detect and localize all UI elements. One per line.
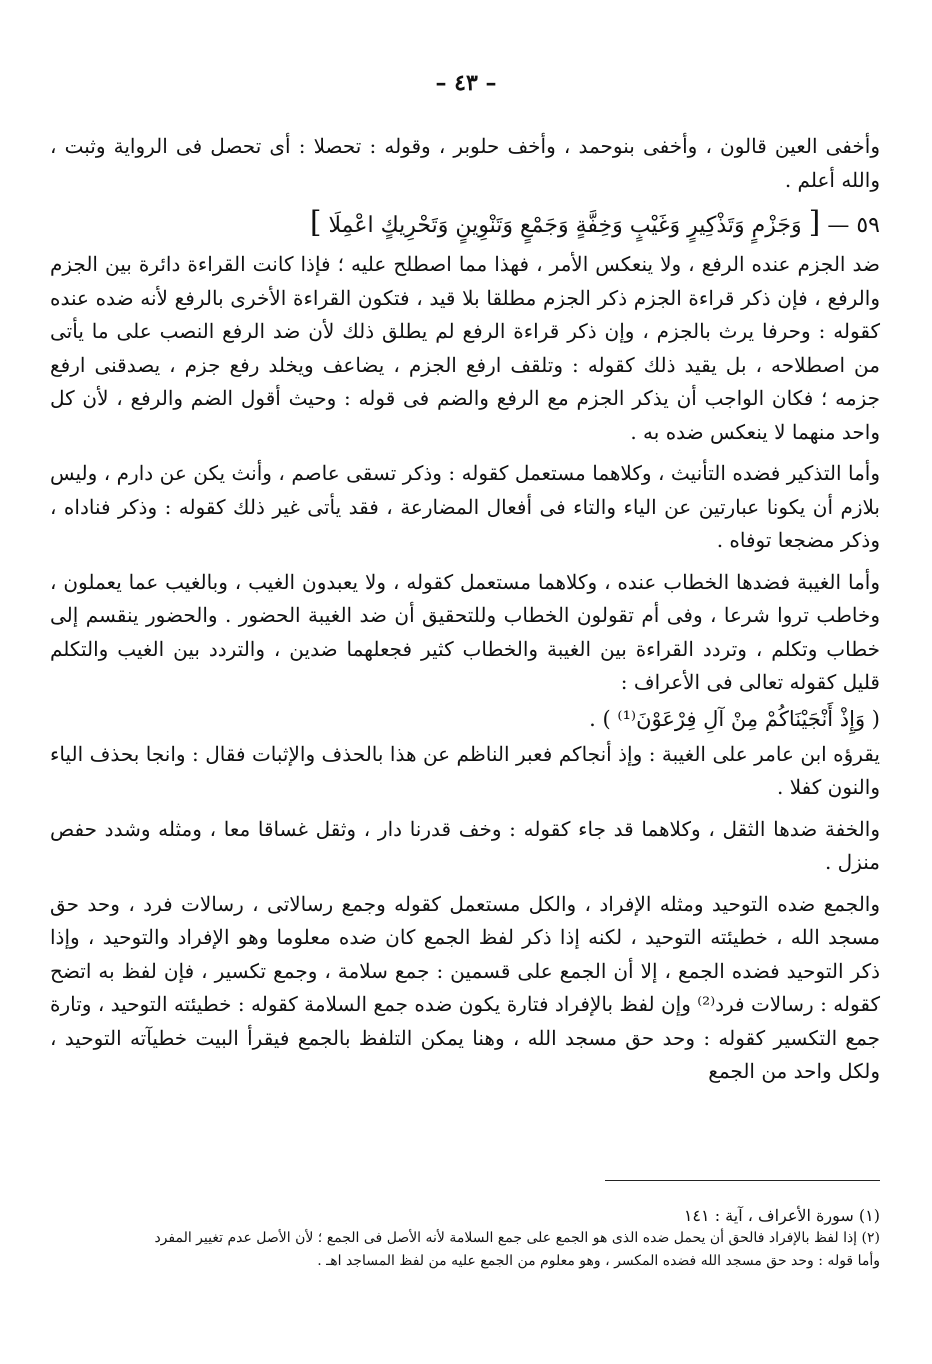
paragraph-ghayb: وأما الغيبة فضدها الخطاب عنده ، وكلاهما مستعمل كقوله ، ولا يعبدون الغيب ، وبالغيب عما يعملون ، وخاطب تروا شرعا ، وفى أم تقولون الخطاب وللتحقيق أن ضد الغيبة الحضور . والحضور ينقسم إلى خطاب وتكلم ، وتردد القراءة بين الغيبة والخطاب كثير فجعلهما ضدين ، والتردد بين الغيب والتكلم قليل كقوله تعالى فى الأعراف :	[50, 569, 880, 694]
footnote-2-continued: وأما قوله : وحد حق مسجد الله فضده المكسر ، وهو معلوم من الجمع عليه من لفظ المساجد اهـ .	[317, 1253, 880, 1269]
footnote-1: (١) سورة الأعراف ، آية : ١٤١	[683, 1206, 880, 1225]
footnotes	[50, 1204, 880, 1273]
quran-verse: ( وَإِذْ أَنْجَيْنَاكُمْ مِنْ آلِ فِرْعَوْنَ⁽¹⁾ ) .	[589, 706, 880, 731]
verse-text: وَجَزْمٍ وَتَذْكِيرٍ وَغَيْبٍ وَخِفَّةٍ وَجَمْعٍ وَتَنْوِينٍ وَتَحْرِيكٍ اعْمِلَا	[328, 213, 802, 238]
paragraph-tadhkir: وأما التذكير فضده التأنيث ، وكلاهما مستعمل كقوله : وذكر تسقى عاصم ، وأنث يكن عن دارم ، وليس بلازم أن يكونا عبارتين عن الياء والتاء فى أفعال المضارعة ، فقد يأتى غير ذلك كقوله : وذكر فناداه ، وذكر مضجعا توفاه .	[50, 461, 880, 552]
footnote-2: (٢) إذا لفظ بالإفراد فالحق أن يحمل ضده الذى هو الجمع على جمع السلامة لأنه الأصل فى الجمع ؛ لأن الأصل عدم تغيير المفرد	[154, 1230, 880, 1246]
footnote-divider	[605, 1180, 880, 1181]
verse-open-bracket: [	[808, 205, 821, 240]
verse-close-bracket: ]	[309, 205, 322, 240]
paragraph-jazm: ضد الجزم عنده الرفع ، ولا ينعكس الأمر ، فهذا مما اصطلح عليه ؛ فإذا كانت القراءة دائرة بين الجزم والرفع ، فإن ذكر قراءة الجزم ذكر الجزم مطلقا بلا قيد ، فتكون القراءة الأخرى بالرفع لأنه ضده عنده كقوله : وحرفا يرث بالجزم ، وإن ذكر قراءة الرفع لم يطلق ذلك لأن ضد الرفع النصب على ما يأتى من اصطلاحه ، بل يقيد ذلك كقوله : وتلقف ارفع الجزم ، يضاعف ويخلد رفع جزم ، يصدقنى ارفع جزمه ؛ فكان الواجب أن يذكر الجزم مع الرفع والضم فى قوله : وحيث أقول الضم والرفع ، لأن كل واحد منهما لا ينعكس ضده به .	[50, 252, 880, 444]
page-number: – ٤٣ –	[435, 70, 497, 96]
poem-verse-59	[50, 203, 880, 246]
paragraph-ibn-amir: يقرؤه ابن عامر على الغيبة : وإذ أنجاكم فعبر الناظم عن هذا بالحذف والإثبات فقال : وانجا بحذف الياء والنون كفلا .	[50, 741, 880, 799]
main-text	[50, 130, 880, 1089]
paragraph-jam: والجمع ضده التوحيد ومثله الإفراد ، والكل مستعمل كقوله وجمع رسالاتى ، رسالات فرد ، وحد حق مسجد الله ، خطيئته التوحيد ، لكنه إذا ذكر لفظ الجمع كان ضده معلوما وهو الإفراد والتوحيد ، وإذا ذكر التوحيد فضده الجمع ، إلا أن الجمع على قسمين : جمع سلامة ، وجمع تكسير ، فإن لفظ به اتضح كقوله : رسالات فرد⁽²⁾ وإن لفظ بالإفراد فتارة يكون ضده جمع السلامة كقوله : خطيئته التوحيد ، وتارة جمع التكسير كقوله : وحد حق مسجد الله ، وهنا يمكن التلفظ بالجمع فيقرأ البيت خطيآته التوحيد ، ولكل واحد من الجمع	[50, 891, 880, 1083]
paragraph-khiffa: والخفة ضدها الثقل ، وكلاهما قد جاء كقوله : وخف قدرنا دار ، وثقل غساقا معا ، ومثله وشدد حفص منزل .	[50, 816, 880, 874]
verse-number: ٥٩ —	[827, 213, 880, 238]
intro-paragraph: وأخفى العين قالون ، وأخفى بنوحمد ، وأخف حلوبر ، وقوله : تحصلا : أى تحصل فى الرواية وثبت ، والله أعلم .	[50, 134, 880, 192]
